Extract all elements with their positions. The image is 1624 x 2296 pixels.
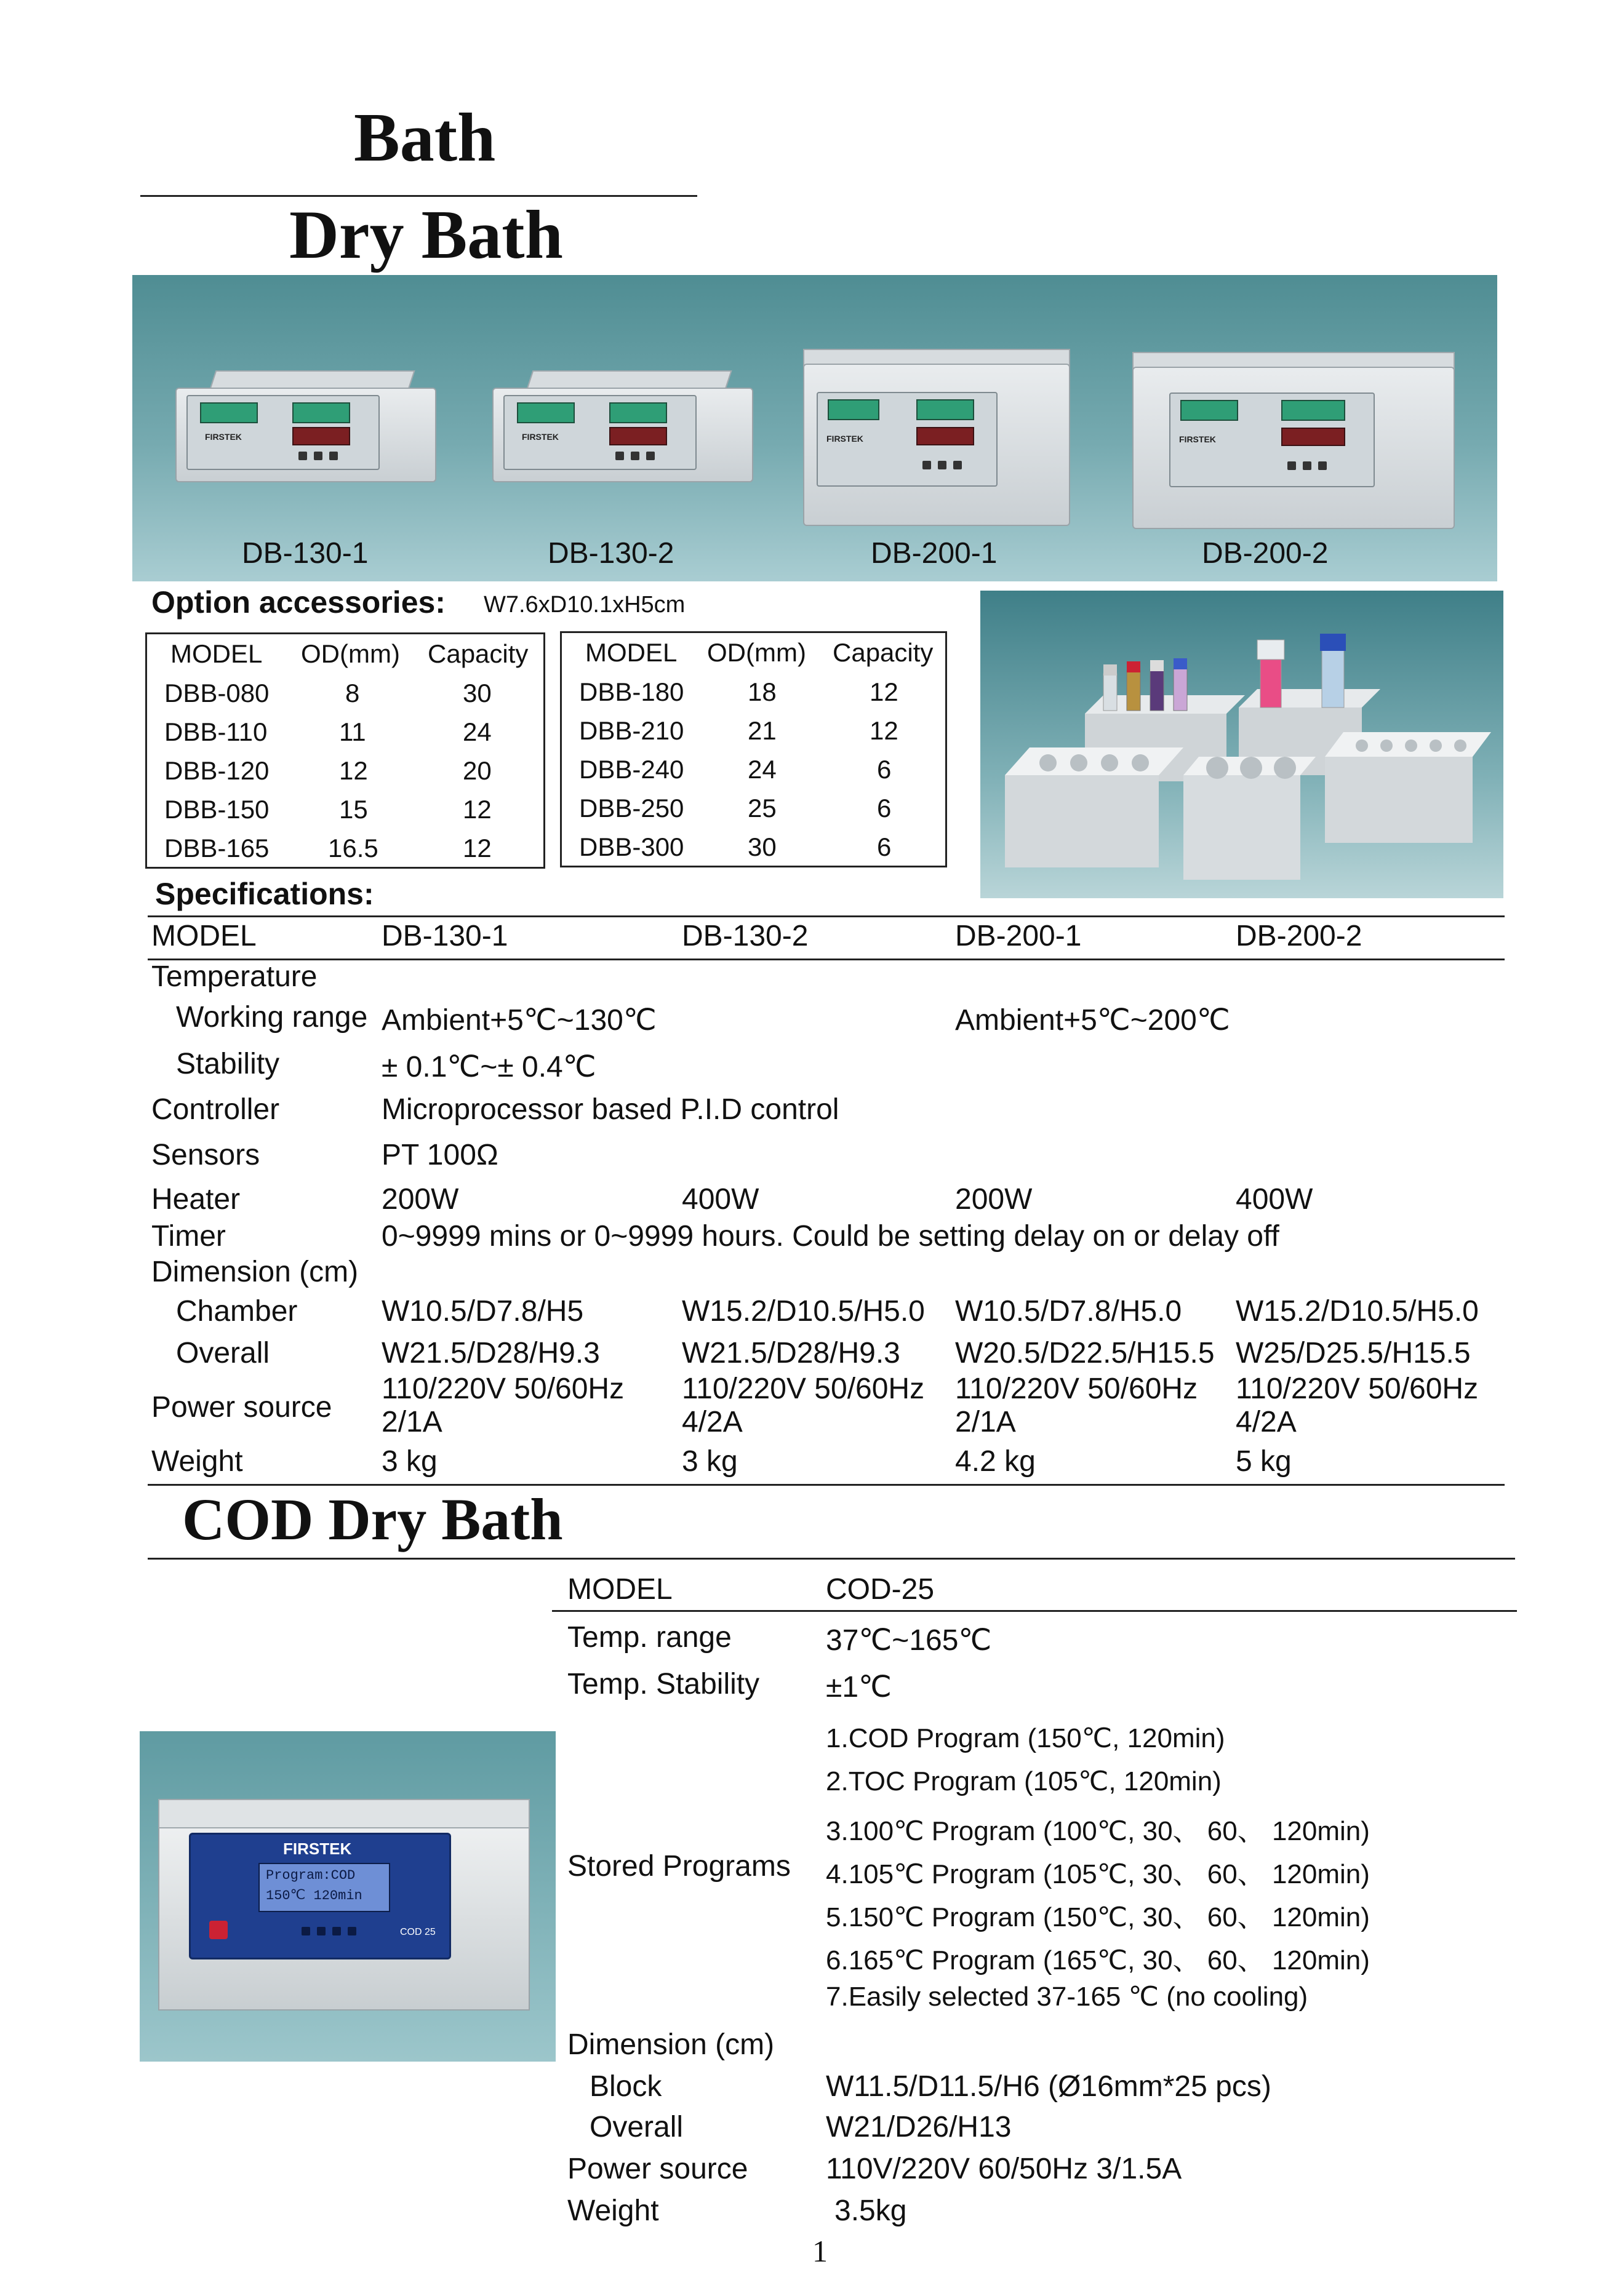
spec-header-db-130-2: DB-130-2 — [682, 920, 809, 952]
accessory-table-right — [560, 631, 947, 867]
table-cell: DBB-110 — [164, 717, 268, 746]
spec-header-db-200-2: DB-200-2 — [1236, 920, 1362, 952]
option-accessories-title: Option accessories: — [151, 585, 446, 620]
header-capacity: Capacity — [833, 638, 934, 667]
spec-label-working-range: Working range — [176, 1001, 368, 1034]
table-cell: 6 — [877, 832, 892, 861]
dry-bath-product-photo — [132, 275, 1497, 581]
cod-program-item: 7.Easily selected 37-165 ℃ (no cooling) — [826, 1982, 1308, 2012]
spec-header-db-130-1: DB-130-1 — [382, 920, 508, 952]
cod-brand: FIRSTEK — [283, 1840, 352, 1858]
cod-power-source: 110V/220V 60/50Hz 3/1.5A — [826, 2153, 1182, 2185]
cod-program-item: 5.150℃ Program (150℃, 30、 60、 120min) — [826, 1902, 1370, 1932]
spec-label-timer: Timer — [151, 1220, 226, 1253]
table-cell: DBB-250 — [579, 794, 684, 823]
spec-sensors: PT 100Ω — [382, 1139, 498, 1171]
unit-label-db-200-2: DB-200-2 — [1202, 537, 1329, 570]
table-cell: DBB-300 — [579, 832, 684, 861]
spec-power-db-200-1-amps: 2/1A — [955, 1406, 1016, 1438]
cod-lcd-screen — [258, 1863, 390, 1912]
spec-chamber-db-200-2: W15.2/D10.5/H5.0 — [1236, 1295, 1479, 1328]
table-cell: DBB-180 — [579, 677, 684, 706]
spec-power-db-130-1: 110/220V 50/60Hz — [382, 1373, 625, 1405]
spec-weight-db-200-1: 4.2 kg — [955, 1445, 1036, 1478]
header-capacity: Capacity — [428, 639, 529, 668]
cod-label-overall: Overall — [590, 2111, 684, 2143]
table-cell: DBB-120 — [164, 756, 270, 785]
page-number: 1 — [812, 2234, 828, 2268]
spec-power-db-130-2-amps: 4/2A — [682, 1406, 743, 1438]
spec-weight-db-130-2: 3 kg — [682, 1445, 738, 1478]
table-cell: DBB-210 — [579, 716, 684, 745]
spec-label-stability: Stability — [176, 1048, 280, 1080]
cod-program-item: 2.TOC Program (105℃, 120min) — [826, 1766, 1222, 1796]
cod-temp-range: 37℃~165℃ — [826, 1624, 992, 1657]
device-db-200-2: FIRSTEK — [1132, 352, 1458, 536]
spec-label-sensors: Sensors — [151, 1139, 260, 1171]
spec-power-db-130-1-amps: 2/1A — [382, 1406, 442, 1438]
table-cell: 12 — [463, 834, 492, 863]
device-db-130-1: FIRSTEK — [175, 370, 440, 487]
cod-label-stored-programs: Stored Programs — [567, 1850, 791, 1883]
table-cell: 18 — [748, 677, 777, 706]
table-cell: 30 — [748, 832, 777, 861]
spec-label-temperature: Temperature — [151, 960, 318, 993]
cod-label-model: MODEL — [567, 1573, 673, 1606]
spec-label-controller: Controller — [151, 1093, 280, 1126]
cod-model: COD-25 — [826, 1573, 935, 1606]
spec-chamber-db-130-1: W10.5/D7.8/H5 — [382, 1295, 584, 1328]
spec-power-db-200-2-amps: 4/2A — [1236, 1406, 1297, 1438]
spec-header-db-200-1: DB-200-1 — [955, 920, 1082, 952]
spec-working-range-200: Ambient+5℃~200℃ — [955, 1004, 1230, 1037]
cod-weight: 3.5kg — [834, 2194, 907, 2227]
cod-program-item: 1.COD Program (150℃, 120min) — [826, 1723, 1225, 1753]
table-cell: 16.5 — [328, 834, 378, 863]
table-cell: 21 — [748, 716, 777, 745]
cod-label-temp-range: Temp. range — [567, 1621, 732, 1654]
cod-label-dimension: Dimension (cm) — [567, 2028, 775, 2061]
device-db-130-2: FIRSTEK — [492, 370, 757, 487]
section-title-cod-dry-bath: COD Dry Bath — [182, 1486, 563, 1552]
section-title-dry-bath: Dry Bath — [289, 197, 563, 273]
spec-timer: 0~9999 mins or 0~9999 hours. Could be setting delay on or delay off — [382, 1220, 1279, 1253]
table-cell: 25 — [748, 794, 777, 823]
table-cell: DBB-240 — [579, 755, 684, 784]
table-cell: DBB-080 — [164, 679, 270, 708]
cod-lcd-line-2: 150℃ 120min — [266, 1888, 362, 1903]
cod-program-item: 3.100℃ Program (100℃, 30、 60、 120min) — [826, 1816, 1370, 1846]
spec-overall-db-130-2: W21.5/D28/H9.3 — [682, 1337, 900, 1369]
cod-block: W11.5/D11.5/H6 (Ø16mm*25 pcs) — [826, 2070, 1271, 2103]
accessory-table-left — [145, 632, 545, 869]
page-title-bath: Bath — [354, 100, 496, 176]
table-cell: 24 — [748, 755, 777, 784]
cod-title-rule — [148, 1558, 1515, 1560]
table-cell: 20 — [463, 756, 492, 785]
cod-temp-stability: ±1℃ — [826, 1671, 892, 1704]
cod-label-temp-stability: Temp. Stability — [567, 1668, 760, 1700]
table-cell: 11 — [339, 717, 366, 746]
unit-label-db-200-1: DB-200-1 — [871, 537, 998, 570]
table-cell: 12 — [339, 756, 368, 785]
spec-overall-db-200-2: W25/D25.5/H15.5 — [1236, 1337, 1471, 1369]
table-cell: 15 — [339, 795, 368, 824]
spec-weight-db-130-1: 3 kg — [382, 1445, 438, 1478]
table-cell: 8 — [345, 679, 360, 708]
device-db-200-1: FIRSTEK — [803, 349, 1074, 533]
unit-label-db-130-1: DB-130-1 — [242, 537, 369, 570]
accessory-blocks-photo — [980, 591, 1503, 898]
spec-heater-db-200-2: 400W — [1236, 1183, 1313, 1216]
option-accessories-dimension: W7.6xD10.1xH5cm — [484, 592, 686, 618]
cod-control-panel — [189, 1833, 451, 1959]
spec-working-range-130: Ambient+5℃~130℃ — [382, 1004, 657, 1037]
cod-dry-bath-photo — [140, 1731, 556, 2062]
table-cell: 6 — [877, 794, 892, 823]
header-model: MODEL — [170, 639, 263, 668]
spec-chamber-db-130-2: W15.2/D10.5/H5.0 — [682, 1295, 925, 1328]
table-cell: DBB-150 — [164, 795, 270, 824]
spec-stability: ± 0.1℃~± 0.4℃ — [382, 1051, 596, 1083]
spec-power-db-200-1: 110/220V 50/60Hz — [955, 1373, 1198, 1405]
cod-lcd-line-1: Program:COD — [266, 1868, 356, 1883]
spec-header-model: MODEL — [151, 920, 257, 952]
spec-label-chamber: Chamber — [176, 1295, 298, 1328]
spec-label-power-source: Power source — [151, 1391, 332, 1424]
spec-heater-db-130-2: 400W — [682, 1183, 759, 1216]
cod-overall: W21/D26/H13 — [826, 2111, 1012, 2143]
header-model: MODEL — [585, 638, 678, 667]
spec-label-weight: Weight — [151, 1445, 243, 1478]
spec-label-dimension: Dimension (cm) — [151, 1256, 359, 1288]
power-button[interactable] — [209, 1921, 228, 1939]
heating-blocks-illustration — [980, 591, 1503, 898]
unit-label-db-130-2: DB-130-2 — [548, 537, 674, 570]
cod-label-weight: Weight — [567, 2194, 659, 2227]
spec-label-overall: Overall — [176, 1337, 270, 1369]
table-cell: 12 — [870, 716, 898, 745]
table-cell: 24 — [463, 717, 492, 746]
cod-device-model: COD 25 — [400, 1927, 436, 1937]
spec-overall-db-200-1: W20.5/D22.5/H15.5 — [955, 1337, 1215, 1369]
cod-label-block: Block — [590, 2070, 662, 2103]
spec-weight-db-200-2: 5 kg — [1236, 1445, 1292, 1478]
spec-heater-db-130-1: 200W — [382, 1183, 459, 1216]
spec-overall-db-130-1: W21.5/D28/H9.3 — [382, 1337, 600, 1369]
cod-program-item: 6.165℃ Program (165℃, 30、 60、 120min) — [826, 1945, 1370, 1975]
spec-top-rule — [148, 915, 1505, 917]
spec-header-rule — [148, 959, 1505, 960]
table-cell: 12 — [463, 795, 492, 824]
cod-header-rule — [552, 1610, 1517, 1612]
table-cell: DBB-165 — [164, 834, 270, 863]
cod-program-item: 4.105℃ Program (105℃, 30、 60、 120min) — [826, 1859, 1370, 1889]
table-cell: 6 — [877, 755, 892, 784]
header-od: OD(mm) — [707, 638, 806, 667]
spec-power-db-130-2: 110/220V 50/60Hz — [682, 1373, 925, 1405]
spec-chamber-db-200-1: W10.5/D7.8/H5.0 — [955, 1295, 1182, 1328]
spec-controller: Microprocessor based P.I.D control — [382, 1093, 839, 1126]
header-od: OD(mm) — [301, 639, 400, 668]
spec-label-heater: Heater — [151, 1183, 241, 1216]
spec-heater-db-200-1: 200W — [955, 1183, 1033, 1216]
table-cell: 30 — [463, 679, 492, 708]
cod-label-power-source: Power source — [567, 2153, 748, 2185]
specifications-title: Specifications: — [155, 877, 374, 911]
table-cell: 12 — [870, 677, 898, 706]
spec-power-db-200-2: 110/220V 50/60Hz — [1236, 1373, 1479, 1405]
